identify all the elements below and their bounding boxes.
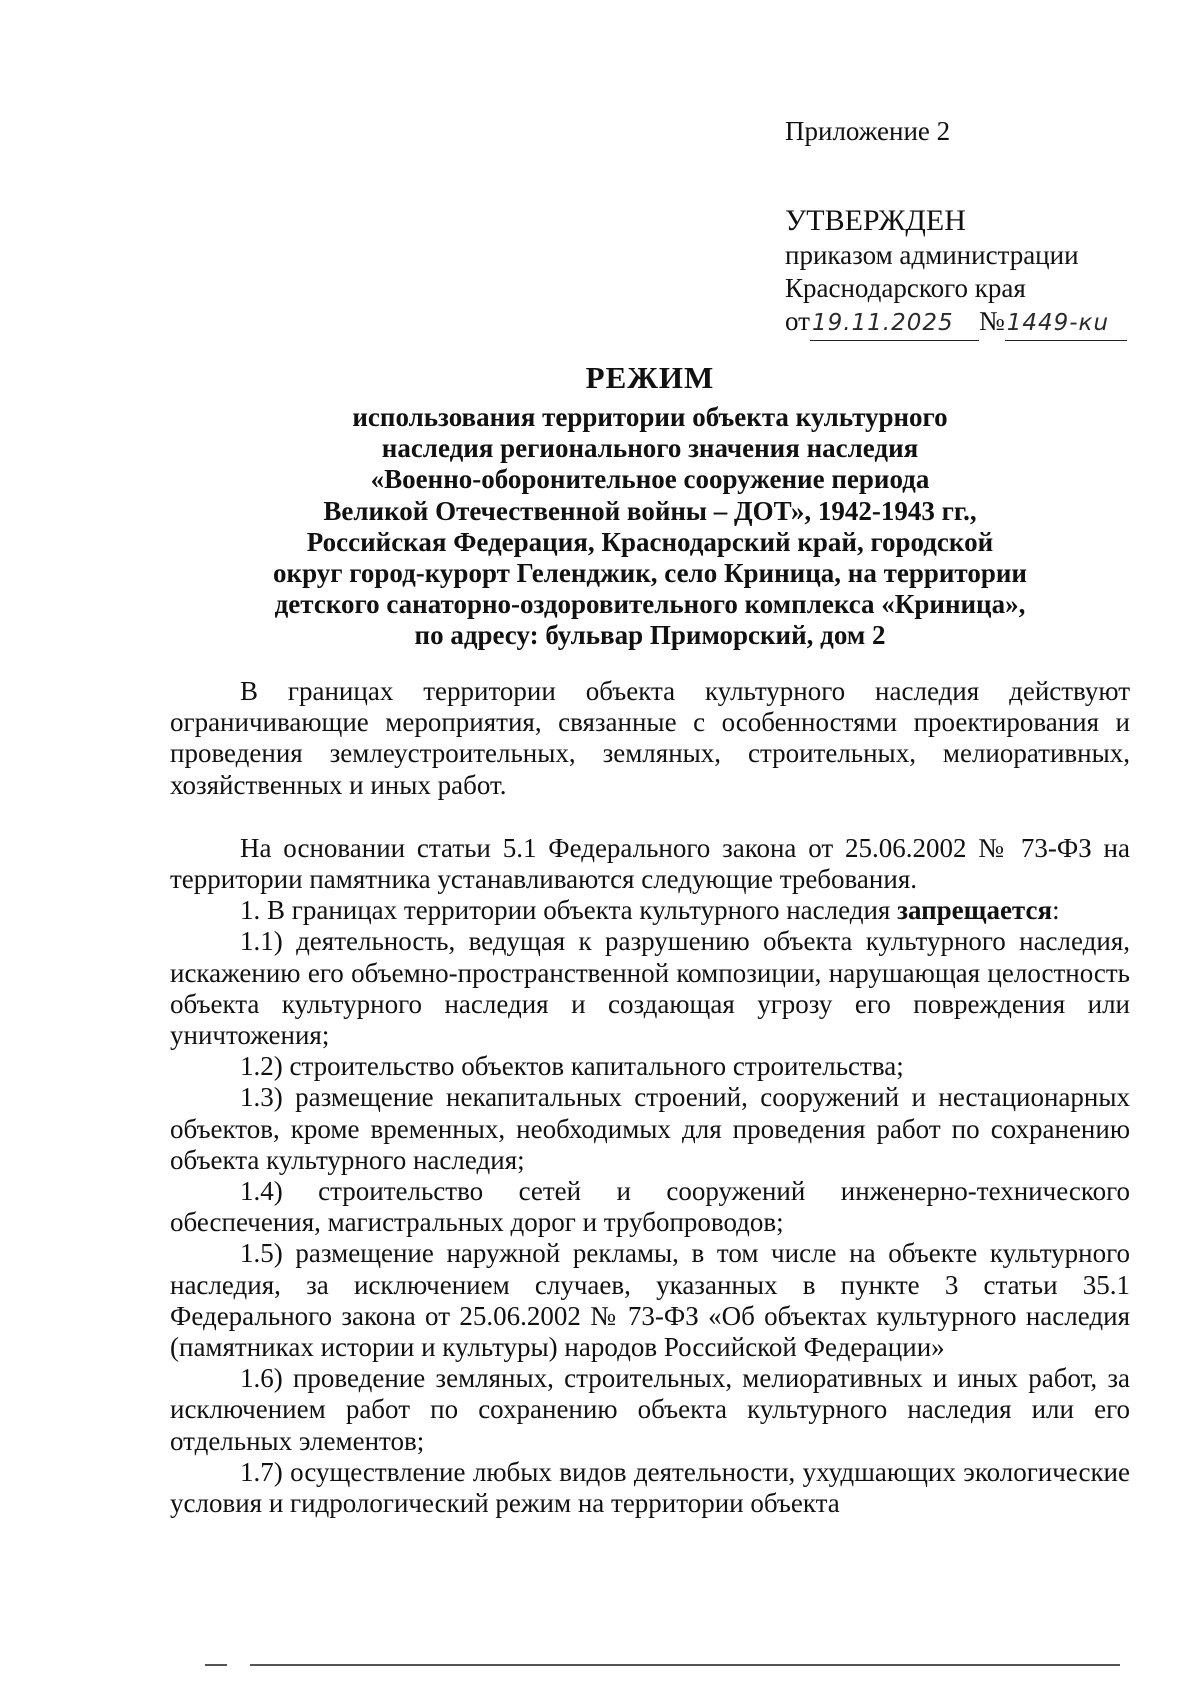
list-item: 1.6) проведение земляных, строительных, мелиоративных и иных работ, за исключением работ по сохранению объекта культурного наследия или его отдельных элементов; (170, 1363, 1130, 1456)
handwritten-date: 19.11.2025 (810, 307, 979, 341)
subtitle-line: по адресу: бульвар Приморский, дом 2 (414, 620, 886, 651)
list-item: 1.1) деятельность, ведущая к разрушению объекта культурного наследия, искажению его объемно-пространственной композиции, нарушающая целостность объекта культурного наследия и создающая угрозу его повреждения или уничтожения; (170, 926, 1130, 1051)
subtitle-line: округ город-курорт Геленджик, село Криница, на территории (273, 558, 1027, 589)
approval-line-1: приказом администрации (785, 240, 1079, 270)
subtitle-line: Великой Отечественной войны – ДОТ», 1942-1943 гг., (323, 495, 977, 526)
approval-block (785, 115, 1145, 341)
subtitle-line: использования территории объекта культурного (352, 402, 948, 432)
list-item: 1.7) осуществление любых видов деятельности, ухудшающих экологические условия и гидрологический режим на территории объекта (170, 1456, 1130, 1519)
number-sign: № (978, 306, 1005, 336)
from-label: от (785, 306, 810, 336)
subtitle-line: «Военно-оборонительное сооружение периода (370, 464, 930, 495)
subtitle-line: наследия регионального значения наследия (381, 433, 919, 464)
list-item: 1.3) размещение некапитальных строений, сооружений и нестационарных объектов, кроме временных, необходимых для проведения работ по сохранению объекта культурного наследия; (170, 1082, 1130, 1175)
list-item: 1.5) размещение наружной рекламы, в том числе на объекте культурного наследия, за исключением случаев, указанных в пункте 3 статьи 35.1 Федерального закона от 25.06.2002 № 73-ФЗ «Об объектах культурного наследия (памятниках истории и культуры) народов Российской Федерации» (170, 1238, 1130, 1363)
scan-artifact-line (250, 1664, 1120, 1666)
prohibition-keyword: запрещается (897, 895, 1053, 926)
document-heading (170, 358, 1130, 652)
scan-artifact-line (205, 1664, 227, 1666)
legal-basis-paragraph: На основании статьи 5.1 Федерального закона от 25.06.2002 № 73-ФЗ на территории памятника устанавливаются следующие требования. (170, 832, 1130, 895)
subtitle-line: детского санаторно-оздоровительного комплекса «Криница», (274, 589, 1026, 620)
annex-label: Приложение 2 (785, 116, 951, 146)
approval-line-2: Краснодарского края (785, 273, 1026, 303)
order-date-number-line (785, 305, 1145, 341)
handwritten-order-number: 1449-кu (1005, 307, 1127, 341)
prohibition-prefix: 1. В границах территории объекта культурного наследия (240, 895, 898, 926)
subtitle-line: Российская Федерация, Краснодарский край, городской (306, 526, 994, 557)
approved-stamp-text: УТВЕРЖДЕН (785, 204, 966, 237)
list-item: 1.2) строительство объектов капитального строительства; (240, 1051, 904, 1082)
document-body (170, 676, 1130, 1519)
prohibition-heading (170, 895, 1130, 926)
intro-paragraph: В границах территории объекта культурного наследия действуют ограничивающие мероприятия, связанные с особенностями проектирования и проведения землеустроительных, земляных, строительных, мелиоративных, хозяйственных и иных работ. (170, 676, 1130, 800)
list-item: 1.4) строительство сетей и сооружений инженерно-технического обеспечения, магистральных дорог и трубопроводов; (170, 1176, 1130, 1238)
prohibition-suffix: : (1052, 895, 1060, 926)
document-title: РЕЖИМ (585, 360, 715, 395)
